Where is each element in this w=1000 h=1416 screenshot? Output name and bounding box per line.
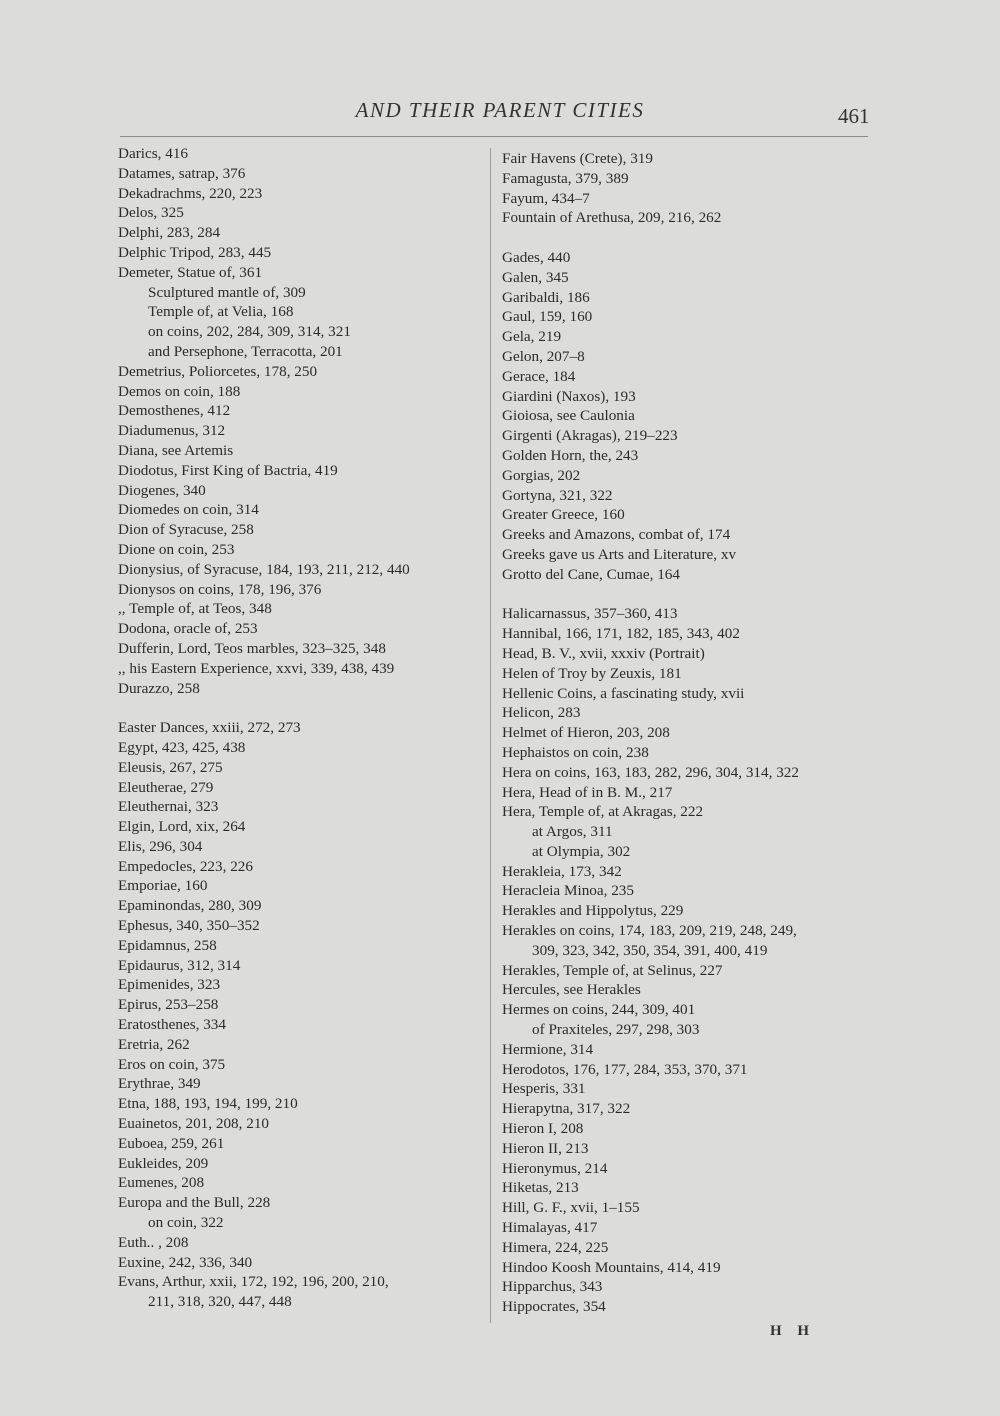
index-entry: Europa and the Bull, 228: [118, 1194, 271, 1212]
index-entry: Halicarnassus, 357–360, 413: [502, 605, 678, 623]
index-entry: Eumenes, 208: [118, 1174, 205, 1192]
column-divider: [490, 148, 491, 1323]
index-subentry: on coins, 202, 284, 309, 314, 321: [148, 323, 351, 341]
index-entry: Greeks gave us Arts and Literature, xv: [502, 545, 737, 563]
index-entry: Hephaistos on coin, 238: [502, 743, 649, 761]
index-entry: Diogenes, 340: [118, 481, 206, 499]
index-entry: Epimenides, 323: [118, 976, 221, 994]
index-entry: Himalayas, 417: [502, 1219, 598, 1237]
page-number: 461: [838, 104, 870, 128]
index-subentry: at Olympia, 302: [532, 842, 631, 860]
index-subentry: Sculptured mantle of, 309: [148, 283, 306, 301]
index-column-right: [502, 149, 799, 1317]
index-subentry: 309, 323, 342, 350, 354, 391, 400, 419: [532, 941, 768, 959]
index-entry: Euth.. , 208: [118, 1233, 189, 1251]
header-rule: [120, 136, 868, 137]
index-entry: Datames, satrap, 376: [118, 164, 246, 182]
index-entry: ,, Temple of, at Teos, 348: [118, 600, 272, 618]
index-entry: Hieron I, 208: [502, 1120, 584, 1138]
index-gap: [502, 228, 799, 248]
index-entry: Dekadrachms, 220, 223: [118, 184, 263, 202]
index-entry: Hieron II, 213: [502, 1139, 589, 1157]
index-gap: [502, 585, 799, 605]
index-entry: Etna, 188, 193, 194, 199, 210: [118, 1095, 298, 1113]
index-entry: Egypt, 423, 425, 438: [118, 738, 246, 756]
index-entry: Easter Dances, xxiii, 272, 273: [118, 719, 301, 737]
index-entry: Delphi, 283, 284: [118, 224, 221, 242]
index-entry: Elgin, Lord, xix, 264: [118, 818, 246, 836]
index-entry: Head, B. V., xvii, xxxiv (Portrait): [502, 644, 705, 662]
index-entry: Hera, Head of in B. M., 217: [502, 783, 673, 801]
index-entry: Demosthenes, 412: [118, 402, 231, 420]
index-entry: Dione on coin, 253: [118, 540, 235, 558]
index-entry: Herakles and Hippolytus, 229: [502, 902, 684, 920]
index-entry: Demetrius, Poliorcetes, 178, 250: [118, 362, 318, 380]
index-subentry: at Argos, 311: [532, 823, 613, 841]
index-entry: Hippocrates, 354: [502, 1298, 606, 1316]
index-entry: Helen of Troy by Zeuxis, 181: [502, 664, 682, 682]
index-entry: Herakles, Temple of, at Selinus, 227: [502, 961, 723, 979]
index-entry: Eleuthernai, 323: [118, 798, 219, 816]
index-entry: Dodona, oracle of, 253: [118, 620, 258, 638]
index-entry: Garibaldi, 186: [502, 288, 590, 306]
signature-mark: H H: [770, 1323, 816, 1339]
index-entry: Diodotus, First King of Bactria, 419: [118, 461, 338, 479]
index-entry: Hannibal, 166, 171, 182, 185, 343, 402: [502, 625, 740, 643]
index-entry: Evans, Arthur, xxii, 172, 192, 196, 200, 210,: [118, 1273, 389, 1291]
index-entry: Demeter, Statue of, 361: [118, 263, 263, 281]
index-entry: Hipparchus, 343: [502, 1278, 603, 1296]
index-entry: Eratosthenes, 334: [118, 1016, 226, 1034]
index-entry: Herakles on coins, 174, 183, 209, 219, 248, 249,: [502, 922, 797, 940]
index-subentry: Temple of, at Velia, 168: [148, 303, 294, 321]
index-entry: Gioiosa, see Caulonia: [502, 407, 635, 425]
index-entry: Epirus, 253–258: [118, 996, 219, 1014]
index-entry: Famagusta, 379, 389: [502, 169, 629, 187]
index-entry: Eukleides, 209: [118, 1154, 209, 1172]
index-entry: Hill, G. F., xvii, 1–155: [502, 1199, 640, 1217]
index-entry: Hiketas, 213: [502, 1179, 579, 1197]
index-column-left: [118, 144, 410, 1312]
index-entry: Greeks and Amazons, combat of, 174: [502, 526, 731, 544]
index-entry: Dionysos on coins, 178, 196, 376: [118, 580, 322, 598]
index-entry: Eros on coin, 375: [118, 1055, 226, 1073]
index-entry: Dion of Syracuse, 258: [118, 521, 254, 539]
index-entry: Eretria, 262: [118, 1035, 190, 1053]
index-subentry: 211, 318, 320, 447, 448: [148, 1293, 292, 1311]
index-entry: Helicon, 283: [502, 704, 581, 722]
index-entry: Gorgias, 202: [502, 466, 581, 484]
index-entry: Galen, 345: [502, 268, 569, 286]
index-entry: Dufferin, Lord, Teos marbles, 323–325, 348: [118, 639, 386, 657]
index-entry: Hindoo Koosh Mountains, 414, 419: [502, 1258, 721, 1276]
index-entry: Heracleia Minoa, 235: [502, 882, 634, 900]
index-entry: Diana, see Artemis: [118, 441, 234, 459]
index-entry: Gortyna, 321, 322: [502, 486, 613, 504]
index-entry: Hieronymus, 214: [502, 1159, 608, 1177]
index-entry: Gerace, 184: [502, 367, 576, 385]
index-entry: Diomedes on coin, 314: [118, 501, 259, 519]
index-entry: Durazzo, 258: [118, 679, 200, 697]
index-entry: Epaminondas, 280, 309: [118, 897, 262, 915]
index-entry: Hercules, see Herakles: [502, 981, 641, 999]
index-entry: Greater Greece, 160: [502, 506, 625, 524]
index-entry: Eleusis, 267, 275: [118, 758, 223, 776]
index-entry: Demos on coin, 188: [118, 382, 241, 400]
index-entry: Epidaurus, 312, 314: [118, 956, 241, 974]
index-entry: Euxine, 242, 336, 340: [118, 1253, 253, 1271]
index-entry: Himera, 224, 225: [502, 1238, 609, 1256]
index-entry: Ephesus, 340, 350–352: [118, 917, 260, 935]
index-entry: Hera on coins, 163, 183, 282, 296, 304, 314, 322: [502, 763, 799, 781]
index-entry: Fayum, 434–7: [502, 189, 590, 207]
index-entry: Emporiae, 160: [118, 877, 208, 895]
index-entry: Dionysius, of Syracuse, 184, 193, 211, 212, 440: [118, 560, 410, 578]
index-entry: Empedocles, 223, 226: [118, 857, 253, 875]
index-entry: Delos, 325: [118, 204, 184, 222]
index-entry: Hellenic Coins, a fascinating study, xvii: [502, 684, 745, 702]
index-entry: Hermes on coins, 244, 309, 401: [502, 1001, 696, 1019]
index-entry: ,, his Eastern Experience, xxvi, 339, 438, 439: [118, 659, 395, 677]
index-entry: Fair Havens (Crete), 319: [502, 150, 653, 167]
index-subentry: and Persephone, Terracotta, 201: [148, 342, 343, 360]
index-entry: Hera, Temple of, at Akragas, 222: [502, 803, 704, 821]
index-entry: Herakleia, 173, 342: [502, 862, 622, 880]
index-entry: Darics, 416: [118, 145, 189, 162]
index-entry: Gades, 440: [502, 248, 571, 266]
index-entry: Eleutherae, 279: [118, 778, 214, 796]
index-entry: Herodotos, 176, 177, 284, 353, 370, 371: [502, 1060, 748, 1078]
index-entry: Elis, 296, 304: [118, 837, 203, 855]
index-entry: Erythrae, 349: [118, 1075, 201, 1093]
index-entry: Fountain of Arethusa, 209, 216, 262: [502, 209, 722, 227]
index-entry: Helmet of Hieron, 203, 208: [502, 724, 670, 742]
index-entry: Grotto del Cane, Cumae, 164: [502, 565, 680, 583]
index-entry: Gelon, 207–8: [502, 347, 585, 365]
index-entry: Diadumenus, 312: [118, 422, 226, 440]
index-entry: Hierapytna, 317, 322: [502, 1100, 631, 1118]
index-subentry: on coin, 322: [148, 1214, 224, 1232]
index-entry: Euboea, 259, 261: [118, 1134, 225, 1152]
running-head: AND THEIR PARENT CITIES: [355, 98, 645, 122]
index-entry: Hermione, 314: [502, 1040, 594, 1058]
index-entry: Gaul, 159, 160: [502, 308, 593, 326]
index-entry: Euainetos, 201, 208, 210: [118, 1115, 270, 1133]
index-gap: [118, 698, 410, 718]
index-entry: Girgenti (Akragas), 219–223: [502, 427, 678, 445]
index-entry: Delphic Tripod, 283, 445: [118, 243, 272, 261]
index-entry: Hesperis, 331: [502, 1080, 586, 1098]
index-subentry: of Praxiteles, 297, 298, 303: [532, 1021, 700, 1039]
index-entry: Epidamnus, 258: [118, 936, 217, 954]
index-entry: Giardini (Naxos), 193: [502, 387, 636, 405]
index-entry: Golden Horn, the, 243: [502, 446, 639, 464]
index-entry: Gela, 219: [502, 328, 562, 346]
